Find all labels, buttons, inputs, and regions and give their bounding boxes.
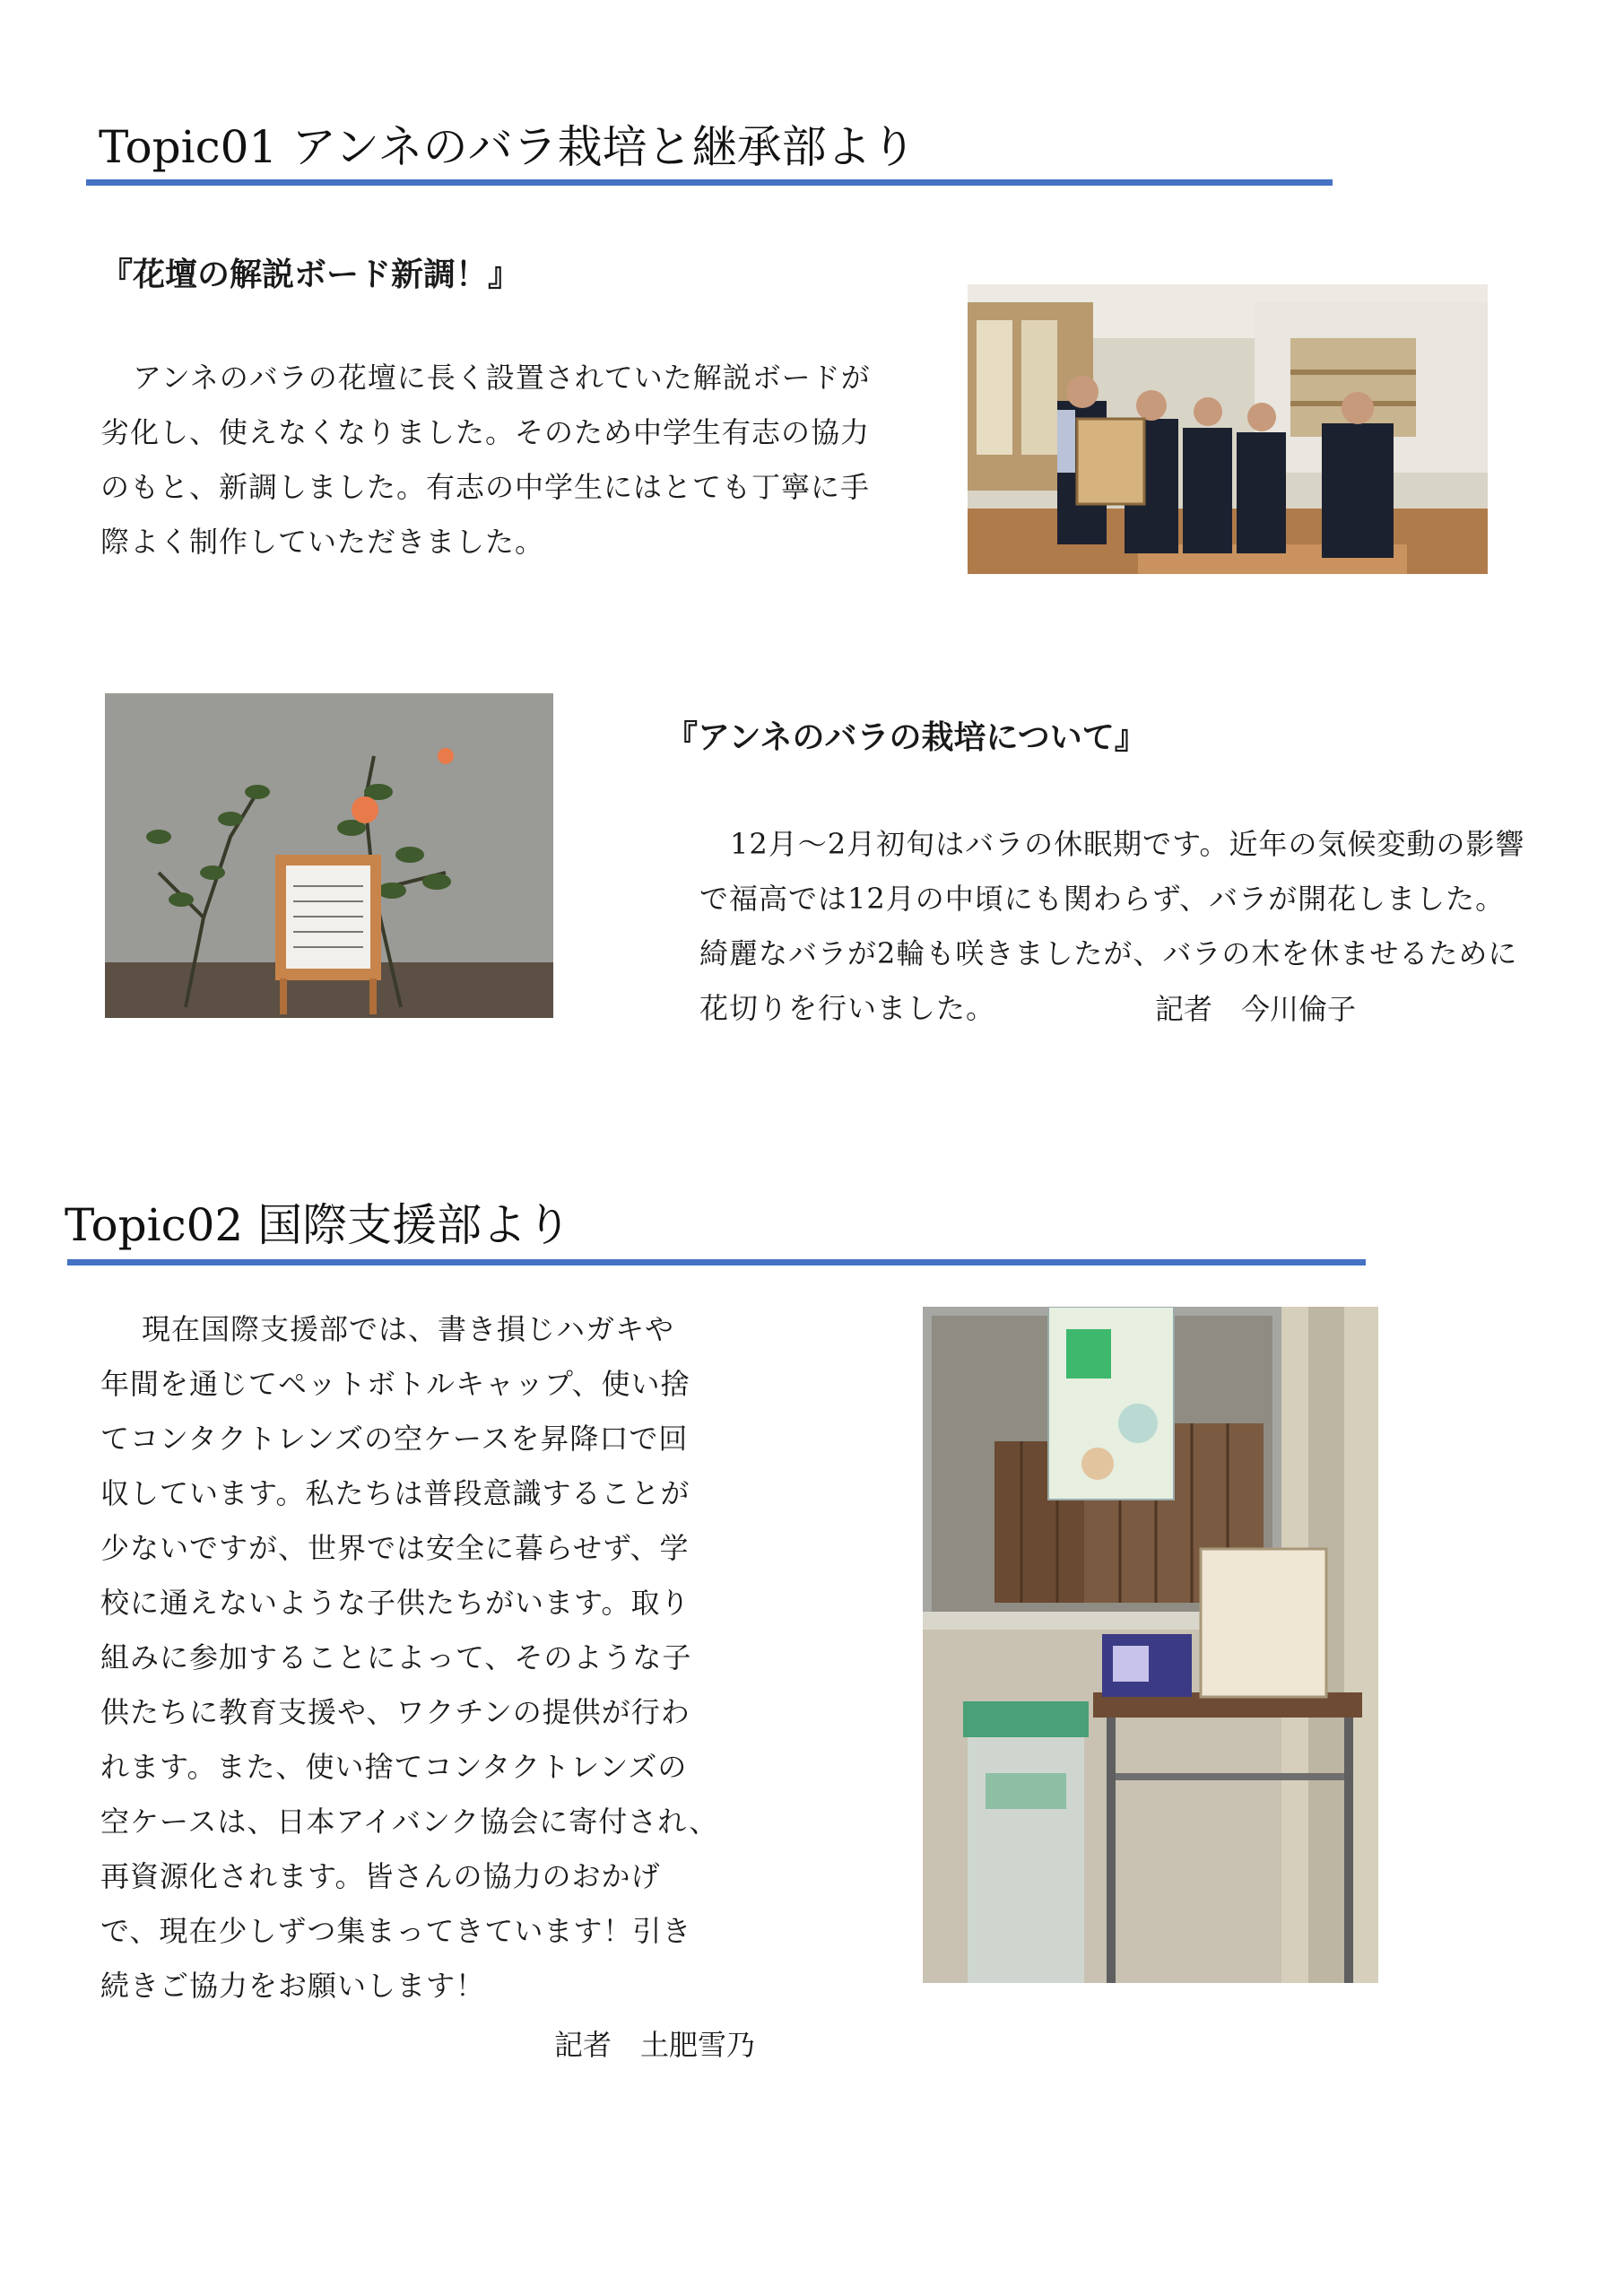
topic2-line: 年間を通じてペットボトルキャップ、使い捨 [100, 1367, 690, 1401]
section1-line: 劣化し、使えなくなりました。そのため中学生有志の協力 [100, 415, 871, 449]
section2-line: で福高では12月の中頃にも関わらず、バラが開花しました。 [699, 882, 1506, 916]
topic2-line: 校に通えないような子供たちがいます。取り [100, 1586, 690, 1620]
topic2-line: 再資源化されます。皆さんの協力のおかげ [100, 1859, 661, 1893]
topic2-line: 空ケースは、日本アイバンク協会に寄付され、 [100, 1805, 719, 1839]
topic1-title: Topic01 アンネのバラ栽培と継承部より [99, 121, 916, 173]
topic1-rule [86, 179, 1333, 186]
section2-line: 綺麗なバラが2輪も咲きましたが、バラの木を休ませるために [699, 936, 1518, 970]
topic2-line: れます。また、使い捨てコンタクトレンズの [100, 1750, 688, 1784]
students-workshop-photo [968, 284, 1488, 574]
topic2-line: 収しています。私たちは普段意識することが [100, 1476, 690, 1510]
section1-heading: 『花壇の解説ボード新調！』 [100, 256, 521, 293]
topic2-line: 組みに参加することによって、そのような子 [100, 1640, 692, 1674]
topic2-body [100, 1302, 718, 2013]
topic2-title: Topic02 国際支援部より [65, 1199, 572, 1251]
topic2-line: 現在国際支援部では、書き損じハガキや [142, 1312, 675, 1346]
collection-boxes-photo [923, 1307, 1378, 1983]
section2-body [699, 817, 1525, 1036]
section2-line: 12月～2月初旬はバラの休眠期です。近年の気候変動の影響 [730, 827, 1525, 861]
topic2-rule [67, 1259, 1366, 1265]
topic2-line: 続きご協力をお願いします！ [100, 1969, 486, 2003]
topic2-line: 少ないですが、世界では安全に暮らせず、学 [100, 1531, 690, 1565]
topic2-line: で、現在少しずつ集まってきています！引き [100, 1914, 692, 1948]
section1-line: 際よく制作していただきました。 [100, 525, 545, 559]
topic2-reporter: 記者 土肥雪乃 [554, 2028, 756, 2062]
section1-line: のもと、新調しました。有志の中学生にはとても丁寧に手 [100, 470, 871, 504]
topic2-line: てコンタクトレンズの空ケースを昇降口で回 [100, 1422, 689, 1456]
section2-reporter: 記者 今川倫子 [1155, 992, 1357, 1026]
rose-sign-photo [105, 693, 553, 1018]
section1-line: アンネのバラの花壇に長く設置されていた解説ボードが [133, 361, 871, 395]
section2-line: 花切りを行いました。 [699, 991, 996, 1025]
section1-body [100, 351, 871, 570]
topic2-line: 供たちに教育支援や、ワクチンの提供が行わ [100, 1695, 690, 1729]
section2-heading: 『アンネのバラの栽培について』 [665, 718, 1147, 756]
